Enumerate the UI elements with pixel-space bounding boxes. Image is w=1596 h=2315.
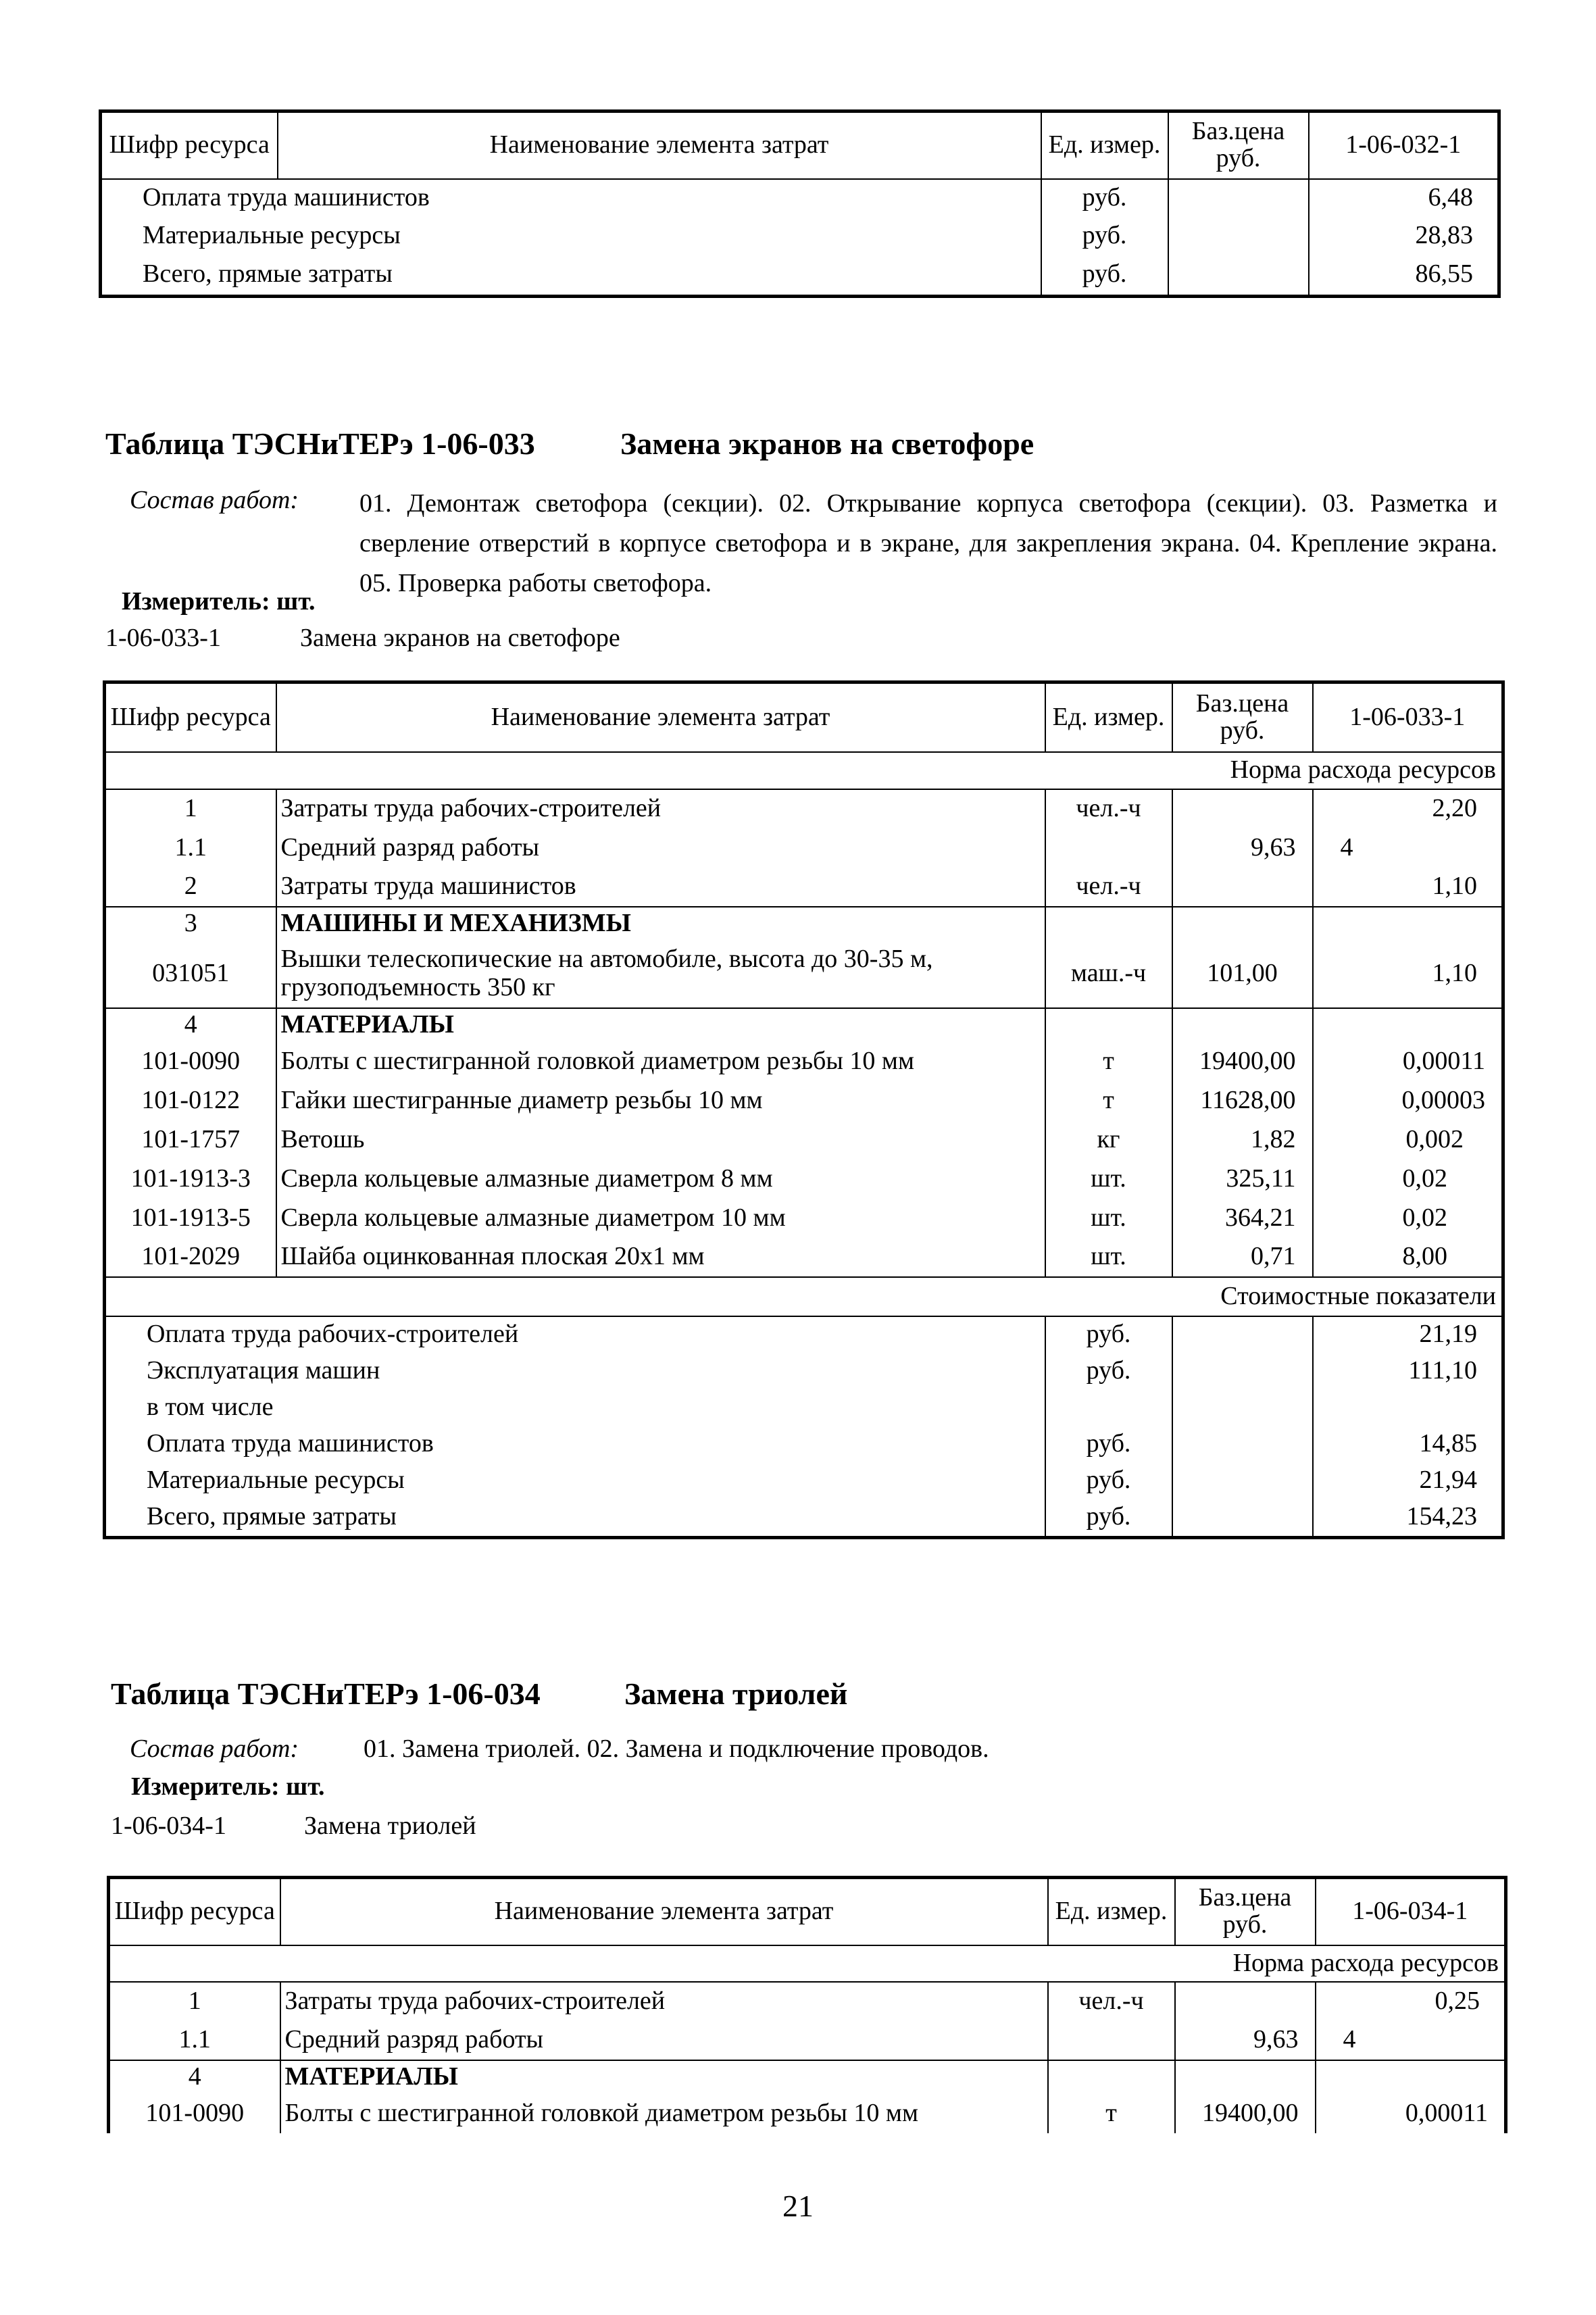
item-code: 1-06-034-1 bbox=[111, 1812, 226, 1840]
table-code: 1-06-034-1 bbox=[1316, 1878, 1506, 1945]
table-row bbox=[101, 179, 1499, 217]
row-price: 11628,00 bbox=[1172, 1081, 1313, 1120]
cost-name: Оплата труда машинистов bbox=[147, 1428, 434, 1458]
item-name: Замена экранов на светофоре bbox=[300, 624, 620, 652]
row-code: 101-1913-5 bbox=[130, 1203, 251, 1232]
group-code: 4 bbox=[188, 2062, 201, 2091]
row-price: 9,63 bbox=[1175, 2021, 1316, 2060]
cost-row bbox=[105, 1389, 1503, 1426]
row-price: 0,71 bbox=[1172, 1238, 1313, 1277]
cost-row bbox=[105, 1426, 1503, 1462]
row-unit: руб. bbox=[1041, 217, 1168, 255]
cost-value: 111,10 bbox=[1313, 1353, 1503, 1389]
section-title: Таблица ТЭСНиТЕРэ 1-06-033 bbox=[105, 426, 535, 461]
table-1-06-034 bbox=[107, 1876, 1507, 2133]
row-unit: чел.-ч bbox=[1045, 868, 1172, 907]
section-title: Таблица ТЭСНиТЕРэ 1-06-034 bbox=[111, 1676, 541, 1711]
row-price: 325,11 bbox=[1172, 1160, 1313, 1199]
group-label: МАТЕРИАЛЫ bbox=[280, 2060, 1048, 2094]
row-code: 1.1 bbox=[178, 2025, 211, 2054]
cost-row bbox=[105, 1462, 1503, 1499]
cost-name: Всего, прямые затраты bbox=[147, 1502, 397, 1531]
header-price: Баз.цена руб. bbox=[1172, 682, 1313, 752]
row-value: 86,55 bbox=[1309, 255, 1499, 297]
table-row bbox=[101, 217, 1499, 255]
section-subtitle: Замена триолей bbox=[624, 1676, 848, 1711]
norm-header-row bbox=[105, 752, 1503, 789]
row-price bbox=[1172, 789, 1313, 828]
table-row bbox=[105, 941, 1503, 1008]
row-name: Затраты труда машинистов bbox=[276, 868, 1045, 907]
row-name: Шайба оцинкованная плоская 20х1 мм bbox=[276, 1238, 1045, 1277]
table-code: 1-06-032-1 bbox=[1309, 111, 1499, 179]
cost-unit bbox=[1045, 1389, 1172, 1426]
row-price bbox=[1168, 255, 1309, 297]
table-header bbox=[105, 682, 1503, 752]
group-label: МАТЕРИАЛЫ bbox=[276, 1008, 1045, 1042]
row-name: Затраты труда рабочих-строителей bbox=[276, 789, 1045, 828]
group-code: 3 bbox=[184, 909, 197, 938]
header-name: Наименование элемента затрат bbox=[278, 111, 1041, 179]
table-row bbox=[105, 1120, 1503, 1160]
header-code: Шифр ресурса bbox=[110, 702, 271, 731]
row-value: 0,00003 bbox=[1313, 1081, 1503, 1120]
row-value: 0,02 bbox=[1313, 1199, 1503, 1238]
table-code: 1-06-033-1 bbox=[1313, 682, 1503, 752]
row-unit: т bbox=[1045, 1042, 1172, 1081]
row-price bbox=[1168, 217, 1309, 255]
row-code: 101-0122 bbox=[141, 1085, 241, 1114]
cost-name: Оплата труда рабочих-строителей bbox=[147, 1320, 519, 1349]
cost-unit: руб. bbox=[1045, 1316, 1172, 1353]
row-code: 031051 bbox=[152, 959, 230, 988]
header-code: Шифр ресурса bbox=[114, 1897, 275, 1926]
work-composition-text: 01. Замена триолей. 02. Замена и подключение проводов. bbox=[364, 1735, 989, 1763]
row-name: Средний разряд работы bbox=[280, 2021, 1048, 2060]
work-composition-text: 01. Демонтаж светофора (секции). 02. Открывание корпуса светофора (секции). 03. Разметка и сверление отверстий в корпусе светофора и в экране, для закрепления экрана. 04. Крепление экрана. 05. Проверка работы светофора. bbox=[359, 489, 1497, 597]
table-row bbox=[109, 2021, 1506, 2060]
measure-unit: Измеритель: шт. bbox=[122, 587, 316, 616]
row-unit: руб. bbox=[1041, 179, 1168, 217]
row-price bbox=[1175, 1982, 1316, 2021]
row-code: 101-1757 bbox=[141, 1124, 241, 1153]
row-code: 101-1913-3 bbox=[130, 1164, 251, 1193]
row-code: 101-2029 bbox=[141, 1242, 241, 1271]
row-unit: т bbox=[1045, 1081, 1172, 1120]
row-code: 101-0090 bbox=[141, 1046, 241, 1075]
row-name: Болты с шестигранной головкой диаметром резьбы 10 мм bbox=[280, 2094, 1048, 2133]
row-code: 1 bbox=[188, 1987, 201, 2016]
cost-row bbox=[105, 1499, 1503, 1538]
row-value: 6,48 bbox=[1309, 179, 1499, 217]
group-row-materials bbox=[105, 1008, 1503, 1042]
row-unit: т bbox=[1048, 2094, 1175, 2133]
header-code: Шифр ресурса bbox=[109, 130, 270, 159]
row-name: Ветошь bbox=[276, 1120, 1045, 1160]
row-value: 4 bbox=[1316, 2021, 1506, 2060]
row-value: 1,10 bbox=[1313, 868, 1503, 907]
table-header bbox=[109, 1878, 1506, 1945]
row-unit bbox=[1048, 2021, 1175, 2060]
table-1-06-033 bbox=[103, 680, 1505, 1539]
row-unit: руб. bbox=[1041, 255, 1168, 297]
header-price: Баз.цена руб. bbox=[1168, 111, 1309, 179]
row-price: 1,82 bbox=[1172, 1120, 1313, 1160]
table-header bbox=[101, 111, 1499, 179]
row-value: 4 bbox=[1313, 828, 1503, 868]
header-unit: Ед. измер. bbox=[1045, 682, 1172, 752]
cost-unit: руб. bbox=[1045, 1426, 1172, 1462]
row-price: 101,00 bbox=[1172, 941, 1313, 1008]
cost-header-row bbox=[105, 1277, 1503, 1316]
row-code: 1 bbox=[184, 794, 197, 823]
row-value: 0,00011 bbox=[1313, 1042, 1503, 1081]
header-name: Наименование элемента затрат bbox=[280, 1878, 1048, 1945]
row-code: 2 bbox=[184, 872, 197, 901]
row-unit: чел.-ч bbox=[1048, 1982, 1175, 2021]
table-row bbox=[105, 1160, 1503, 1199]
cost-name: Эксплуатация машин bbox=[147, 1355, 380, 1385]
row-price bbox=[1172, 868, 1313, 907]
cost-value: 21,94 bbox=[1313, 1462, 1503, 1499]
table-row bbox=[105, 1199, 1503, 1238]
row-price: 19400,00 bbox=[1172, 1042, 1313, 1081]
cost-unit: руб. bbox=[1045, 1499, 1172, 1538]
item-name: Замена триолей bbox=[304, 1812, 476, 1840]
row-name: Сверла кольцевые алмазные диаметром 8 мм bbox=[276, 1160, 1045, 1199]
row-price bbox=[1168, 179, 1309, 217]
row-value: 0,02 bbox=[1313, 1160, 1503, 1199]
table-row bbox=[105, 1081, 1503, 1120]
cost-name: в том числе bbox=[147, 1392, 274, 1421]
group-code: 4 bbox=[184, 1010, 197, 1039]
table-row bbox=[105, 828, 1503, 868]
row-price: 9,63 bbox=[1172, 828, 1313, 868]
table-row bbox=[105, 1042, 1503, 1081]
row-unit: маш.-ч bbox=[1045, 941, 1172, 1008]
row-unit: шт. bbox=[1045, 1160, 1172, 1199]
row-price: 19400,00 bbox=[1175, 2094, 1316, 2133]
row-value: 28,83 bbox=[1309, 217, 1499, 255]
cost-value bbox=[1313, 1389, 1503, 1426]
row-value: 2,20 bbox=[1313, 789, 1503, 828]
row-price: 364,21 bbox=[1172, 1199, 1313, 1238]
table-row bbox=[105, 868, 1503, 907]
header-unit: Ед. измер. bbox=[1041, 111, 1168, 179]
cost-unit: руб. bbox=[1045, 1462, 1172, 1499]
row-value: 8,00 bbox=[1313, 1238, 1503, 1277]
work-composition-label: Состав работ: bbox=[130, 486, 299, 514]
norm-header-row bbox=[109, 1945, 1506, 1982]
row-value: 0,002 bbox=[1313, 1120, 1503, 1160]
row-name: Средний разряд работы bbox=[276, 828, 1045, 868]
row-name: Всего, прямые затраты bbox=[143, 259, 393, 289]
row-name: Затраты труда рабочих-строителей bbox=[280, 1982, 1048, 2021]
header-price: Баз.цена руб. bbox=[1175, 1878, 1316, 1945]
row-name: Материальные ресурсы bbox=[143, 220, 401, 249]
group-row-machines bbox=[105, 907, 1503, 941]
section-subtitle: Замена экранов на светофоре bbox=[620, 426, 1034, 461]
cost-row bbox=[105, 1353, 1503, 1389]
row-code: 1.1 bbox=[174, 832, 207, 862]
cost-value: 14,85 bbox=[1313, 1426, 1503, 1462]
table-row bbox=[105, 1238, 1503, 1277]
row-name: Болты с шестигранной головкой диаметром резьбы 10 мм bbox=[276, 1042, 1045, 1081]
item-code: 1-06-033-1 bbox=[105, 624, 221, 652]
norm-label: Норма расхода ресурсов bbox=[1230, 755, 1496, 785]
table-1-06-032 bbox=[99, 109, 1501, 298]
row-name: Сверла кольцевые алмазные диаметром 10 мм bbox=[276, 1199, 1045, 1238]
row-name: Вышки телескопические на автомобиле, высота до 30-35 м, грузоподъемность 350 кг bbox=[276, 941, 1045, 1008]
row-value: 0,00011 bbox=[1316, 2094, 1506, 2133]
cost-label: Стоимостные показатели bbox=[1220, 1281, 1496, 1310]
cost-value: 154,23 bbox=[1313, 1499, 1503, 1538]
group-label: МАШИНЫ И МЕХАНИЗМЫ bbox=[276, 907, 1045, 941]
cost-value: 21,19 bbox=[1313, 1316, 1503, 1353]
page-number: 21 bbox=[782, 2189, 814, 2223]
cost-row bbox=[105, 1316, 1503, 1353]
row-unit: чел.-ч bbox=[1045, 789, 1172, 828]
cost-unit: руб. bbox=[1045, 1353, 1172, 1389]
header-unit: Ед. измер. bbox=[1048, 1878, 1175, 1945]
group-row-materials bbox=[109, 2060, 1506, 2094]
row-unit: шт. bbox=[1045, 1199, 1172, 1238]
norm-label: Норма расхода ресурсов bbox=[1232, 1948, 1499, 1977]
row-code: 101-0090 bbox=[145, 2098, 245, 2127]
row-unit bbox=[1045, 828, 1172, 868]
cost-name: Материальные ресурсы bbox=[147, 1465, 405, 1494]
row-unit: кг bbox=[1045, 1120, 1172, 1160]
table-row bbox=[109, 1982, 1506, 2021]
row-unit: шт. bbox=[1045, 1238, 1172, 1277]
table-row bbox=[101, 255, 1499, 297]
row-name: Оплата труда машинистов bbox=[143, 183, 430, 212]
measure-unit: Измеритель: шт. bbox=[131, 1772, 325, 1801]
work-composition-label: Состав работ: bbox=[130, 1735, 299, 1763]
row-value: 1,10 bbox=[1313, 941, 1503, 1008]
table-row bbox=[105, 789, 1503, 828]
row-name: Гайки шестигранные диаметр резьбы 10 мм bbox=[276, 1081, 1045, 1120]
row-value: 0,25 bbox=[1316, 1982, 1506, 2021]
table-row bbox=[109, 2094, 1506, 2133]
header-name: Наименование элемента затрат bbox=[276, 682, 1045, 752]
